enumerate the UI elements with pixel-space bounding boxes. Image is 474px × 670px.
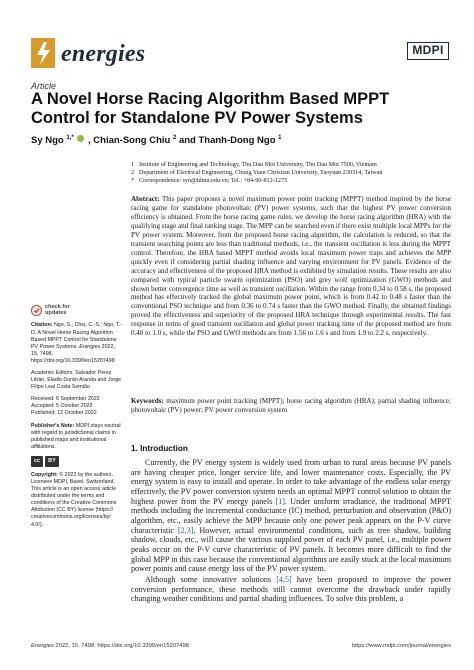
affiliation-text: Department of Electrical Engineering, Chung Yuan Christian University, Taoyuan 230314, Taiwan (139, 169, 383, 177)
academic-editors: Academic Editors: Salvador Pérez Litrán, Eladio Durán Aranda and Jorge Filipe Leal Costa Semião (31, 369, 122, 391)
copyright-text: © 2022 by the authors. Licensee MDPI, Basel, Switzerland. This article is an open access article distributed under the terms and conditions of the Creative Commons Attribution (CC BY) license (https:// creativecommons.org/licenses/by/ 4.0/). (31, 471, 117, 528)
received-date: Received: 6 September 2022 (31, 396, 100, 403)
journal-header (31, 36, 449, 74)
journal-name: energies (61, 41, 146, 67)
by-icon: BY (45, 456, 59, 467)
paragraph (131, 575, 451, 604)
check-updates-icon (31, 305, 42, 316)
paragraph-text: Currently, the PV energy system is widely used from urban to rural areas because PV panels are having cheaper price, longer service life, and lower maintenance costs. Especially, the PV energy system is easy to install and operate. In order to take advantage of the endless solar energy effectively, the PV power conversion system needs an optimal MPPT control solution to obtain the highest power from the PV energy panels (131, 458, 451, 506)
check-updates-line2: updates (45, 310, 67, 317)
affiliation-item (131, 169, 451, 177)
publisher-note-label: Publisher's Note: (31, 422, 75, 429)
affiliation-number: 1 (131, 161, 135, 168)
author-superscript: 2 (172, 135, 177, 141)
citation-link[interactable]: [2,3] (177, 525, 194, 535)
affiliation-item (131, 161, 451, 169)
section-heading: 1. Introduction (131, 444, 188, 453)
affiliation-number: 2 (131, 169, 135, 177)
citation-journal: Energies (79, 343, 101, 350)
article-sidebar (31, 304, 123, 534)
copyright-block (31, 472, 123, 529)
accepted-date: Accepted: 5 October 2022 (31, 403, 93, 410)
energies-logo-icon (31, 38, 55, 68)
abstract (131, 195, 451, 338)
introduction-body (131, 458, 451, 605)
citation-doi[interactable]: 2022, 15, 7498. https://doi.org/10.3390/en15207498 (31, 343, 115, 364)
keywords-label: Keywords: (131, 397, 164, 405)
keywords (131, 397, 451, 415)
footer-journal: Energies (31, 643, 54, 649)
publisher-note-text: MDPI stays neutral with regard to jurisdictional claims in published maps and institutional affiliations. (31, 422, 121, 450)
citation-label: Citation: (31, 322, 53, 329)
copyright-label: Copyright: (31, 471, 58, 478)
affiliation-item (131, 177, 451, 185)
paragraph-text: have been proposed to improve the power conversion performance, these methods still cannot overcome the drawback under rapidly changing weather conditions and partial shading influences. To solve this problem, a (131, 574, 452, 604)
published-date: Published: 12 October 2022 (31, 410, 97, 417)
abstract-label: Abstract: (131, 195, 160, 203)
affiliation-text: Institute of Engineering and Technology, Thu Dau Mot University, Thu Dau Mot 7500, Vietnam (139, 161, 377, 168)
check-updates-line1: check for (45, 304, 70, 310)
footer-doi[interactable]: 2022, 15, 7498. https://doi.org/10.3390/en15207498 (53, 643, 189, 649)
paragraph-text: . Under uniform irradiance, the traditional MPPT methods including the incremental conductance (IC) method, perturbation and observation (P&O) algorithm, etc., easily achieve the MPP because only one power peak appears on the P-V curve characteristic (131, 496, 451, 535)
citation-block (31, 322, 123, 365)
keywords-text: maximum power point tracking (MPPT); horse racing algorithm (HRA); partial shading influence; photovoltaic (PV) power; PV power conversion system (131, 397, 451, 414)
affiliations (131, 161, 451, 186)
author-list (31, 135, 282, 146)
check-for-updates-badge[interactable] (31, 304, 123, 316)
affiliation-number: * (131, 177, 135, 185)
page-footer (31, 643, 451, 649)
paragraph (131, 458, 451, 574)
cc-icon: cc (31, 456, 43, 467)
author-superscript: 1 (278, 135, 282, 141)
author-name: Sy Ngo (31, 135, 67, 147)
abstract-text: This paper proposes a novel maximum power point tracking (MPPT) method inspired by the horse racing game for standalone photovoltaic (PV) power systems, such that the highest PV power conversion efficiency is obtained. From the horse racing game rules, we develop the horse racing algorithm (HRA) with the qualifying stage and final ranking stage. The MPP can be searched even if there exist multiple local MPPs for the PV power system. Moreover, from the proposed horse racing algorithm, the calculation is reduced, so that the transient searching points are less than traditional methods, i.e., the transient oscillation is less during the MPPT control. Therefore, the HRA based MPPT method avoids local maximum power traps and achieves the MPP quickly even if considering partial shading influence and varying environment for PV panels. Evidence of the accuracy and effectiveness of the proposed HRA method is exhibited by simulation results. These results are also compared with typical particle swarm optimization (PSO) and grey wolf optimization (GWO) methods and shown better convergence time as well as transient oscillation. Within the range from 0.34 to 0.58 s, the proposed method has effectively tracked the global maximum power point, which is from 0.42 to 0.48 s faster than the conventional PSO technique and from 0.36 to 0.74 s faster than the GWO method. Finally, the obtained findings proved the effectiveness and superiority of the proposed HRA technique through experimental results. The fast response in terms of good transient oscillation and global power tracking time of the proposed method are from 0.40 to 1.0 s, while the PSO and GWO methods are from 1.56 to 1.6 s and from 1.9 to 2.2 s, respectively. (131, 195, 451, 338)
paragraph-text: . However, actual environmental conditions, such as tree shadow, building shadow, clouds, etc., will cause the various supplied power of each PV panel, i.e., multiple power peaks occur on the P-V curve characteristic of PV panels. It becomes more difficult to find the global MPP in this case because the conventional algorithms are easily stuck at the local maximum power points and cause energy loss of the PV power system. (131, 525, 452, 574)
author-name: , Chian-Song Chiu (88, 135, 173, 147)
correspondence-text: Correspondence: syn@tdmu.edu.vn; Tel.: +84-90-812-1275 (139, 177, 288, 185)
paragraph-text: Although some innovative solutions (145, 574, 277, 584)
publisher-note (31, 423, 123, 451)
citation-text: Ngo, S.; Chiu, C.-S.; Ngo, T.-D. A Novel Horse Racing Algorithm Based MPPT Control for Standalone PV Power Systems. (31, 322, 122, 350)
footer-citation (31, 643, 189, 649)
author-superscript: 1,* (66, 135, 74, 141)
dates-block (31, 396, 123, 417)
orcid-icon[interactable] (77, 135, 84, 142)
paper-title: A Novel Horse Racing Algorithm Based MPPT Control for Standalone PV Power Systems (31, 90, 390, 127)
cc-license-badge[interactable] (31, 456, 123, 467)
citation-link[interactable]: [4,5] (276, 574, 292, 584)
citation-link[interactable]: [1] (275, 496, 285, 506)
author-name: and Thanh-Dong Ngo (178, 135, 279, 147)
footer-url[interactable]: https://www.mdpi.com/journal/energies (351, 643, 451, 649)
mdpi-logo-text: MDPI (412, 43, 444, 57)
article-type: Article (31, 81, 57, 91)
